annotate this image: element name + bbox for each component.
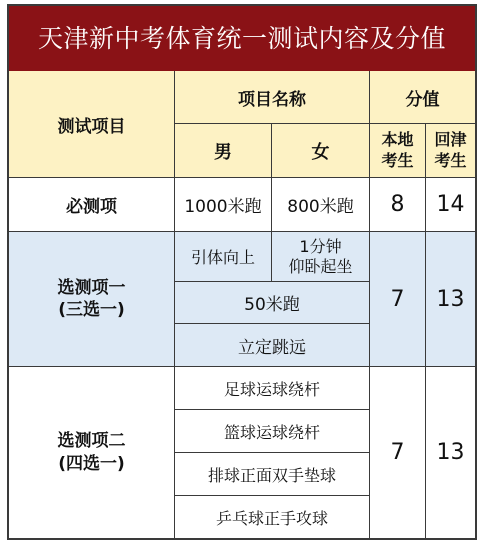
table-title: 天津新中考体育统一测试内容及分值 xyxy=(9,6,475,71)
header-female xyxy=(272,124,370,178)
header-item-name-label: 项目名称 xyxy=(238,89,306,110)
header-male xyxy=(175,124,272,178)
option2-return-score: 13 xyxy=(436,440,465,465)
header-test-item-label: 测试项目 xyxy=(57,116,126,137)
option2-label-line1: 选测项二 xyxy=(57,431,126,452)
required-male-item: 1000米跑 xyxy=(184,197,262,217)
score-table xyxy=(7,4,477,540)
header-returning-students xyxy=(426,124,475,178)
header-local-line2: 考生 xyxy=(381,150,414,170)
option2-return-score-cell xyxy=(426,367,475,538)
required-return-score-cell xyxy=(426,178,475,232)
option2-item: 乒乓球正手攻球 xyxy=(215,508,328,528)
option1-female-line2: 仰卧起坐 xyxy=(288,256,353,276)
option2-item: 篮球运球绕杆 xyxy=(223,422,320,442)
option1-return-score-cell xyxy=(426,232,475,367)
option1-local-score-cell xyxy=(370,232,426,367)
option1-item2-cell xyxy=(175,282,370,324)
option2-label-cell xyxy=(9,367,175,538)
required-male-cell xyxy=(175,178,272,232)
option2-local-score: 7 xyxy=(390,440,405,465)
header-return-line1: 回津 xyxy=(434,129,467,149)
header-test-item xyxy=(9,71,175,178)
header-score-label: 分值 xyxy=(405,89,440,110)
option2-item-cell xyxy=(175,367,370,410)
required-local-score: 8 xyxy=(390,192,405,217)
required-label: 必测项 xyxy=(66,197,117,217)
option2-item: 足球运球绕杆 xyxy=(223,379,320,399)
option1-item2: 50米跑 xyxy=(244,295,300,315)
option1-female-line1: 1分钟 xyxy=(299,236,342,256)
header-return-line2: 考生 xyxy=(434,150,467,170)
option2-item-cell xyxy=(175,410,370,453)
option2-local-score-cell xyxy=(370,367,426,538)
header-male-label: 男 xyxy=(214,141,232,163)
option1-return-score: 13 xyxy=(436,286,465,312)
option1-female-cell xyxy=(272,232,370,282)
required-label-cell xyxy=(9,178,175,232)
required-female-item: 800米跑 xyxy=(287,197,354,217)
option2-item-cell xyxy=(175,496,370,538)
header-local-students xyxy=(370,124,426,178)
option1-local-score: 7 xyxy=(390,286,405,312)
option1-item3: 立定跳远 xyxy=(238,337,306,358)
option1-male-item: 引体向上 xyxy=(190,248,255,267)
option1-male-cell xyxy=(175,232,272,282)
header-local-line1: 本地 xyxy=(381,129,414,149)
required-local-score-cell xyxy=(370,178,426,232)
option2-label-line2: (四选一) xyxy=(58,453,125,474)
header-female-label: 女 xyxy=(311,141,330,163)
option2-item-cell xyxy=(175,453,370,496)
option1-label-cell xyxy=(9,232,175,367)
required-female-cell xyxy=(272,178,370,232)
header-score xyxy=(370,71,475,124)
required-return-score: 14 xyxy=(436,192,465,217)
option1-item3-cell xyxy=(175,324,370,367)
option1-label-line1: 选测项一 xyxy=(57,277,126,298)
option1-label-line2: (三选一) xyxy=(58,300,125,320)
header-item-name xyxy=(175,71,370,124)
option2-item: 排球正面双手垫球 xyxy=(207,465,336,485)
